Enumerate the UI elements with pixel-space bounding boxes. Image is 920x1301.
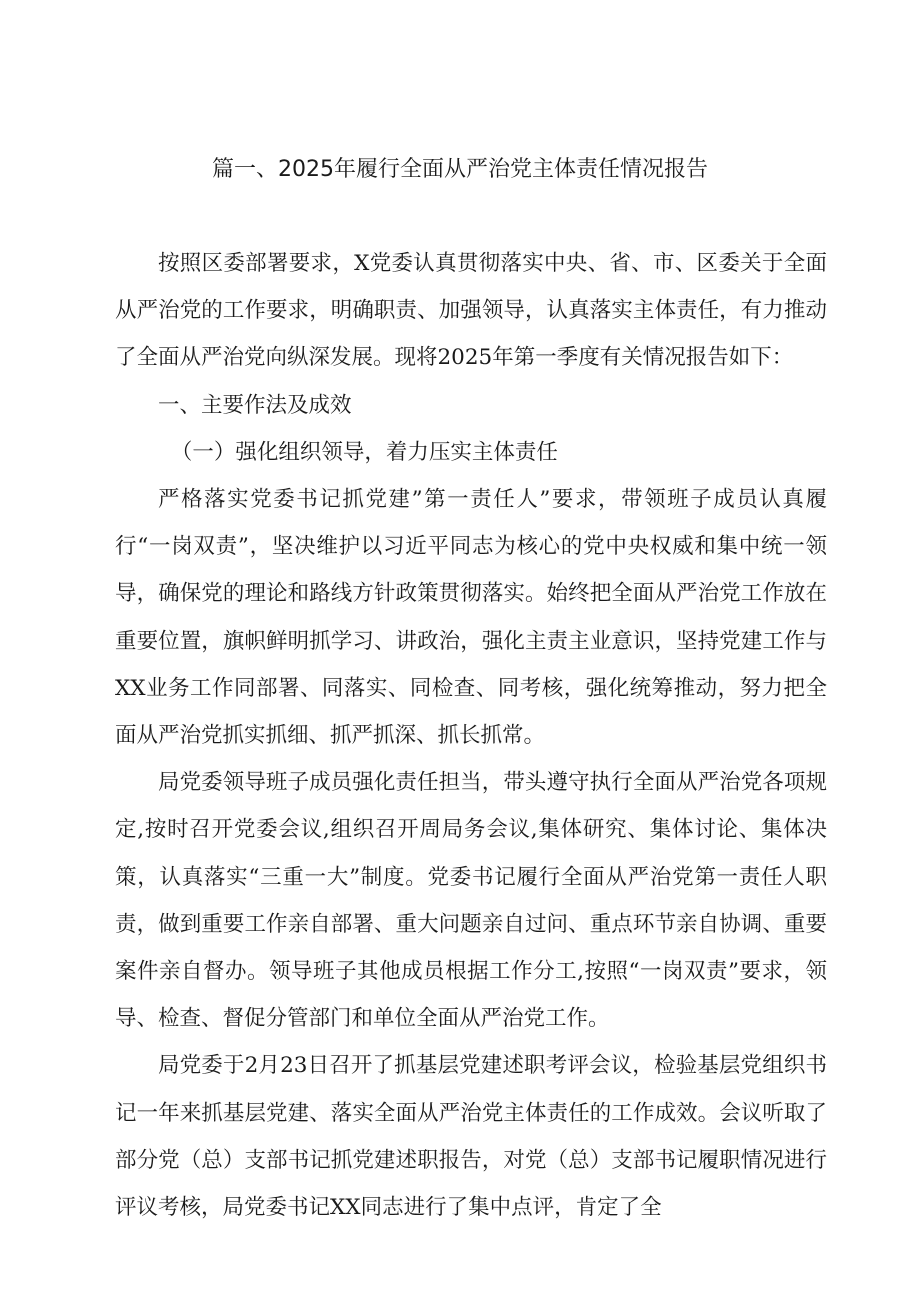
body-paragraph: 严格落实党委书记抓党建”第一责任人”要求，带领班子成员认真履行“一岗双责”，坚决维护以习近平同志为核心的党中央权威和集中统一领导，确保党的理论和路线方针政策贯彻落实。始终把全面从严治党工作放在重要位置，旗帜鲜明抓学习、讲政治，强化主责主业意识，坚持党建工作与XX业务工作同部署、同落实、同检查、同考核，强化统筹推动，努力把全面从严治党抓实抓细、抓严抓深、抓长抓常。 <box>115 487 827 749</box>
body-paragraph: 局党委领导班子成员强化责任担当，带头遵守执行全面从严治党各项规定,按时召开党委会议,组织召开周局务会议,集体研究、集体讨论、集体决策，认真落实“三重一大”制度。党委书记履行全面从严治党第一责任人职责，做到重要工作亲自部署、重大问题亲自过问、重点环节亲自协调、重要案件亲自督办。领导班子其他成员根据工作分工,按照“一岗双责”要求，领导、检查、督促分管部门和单位全面从严治党工作。 <box>115 770 827 1032</box>
body-paragraph: 局党委于2月23日召开了抓基层党建述职考评会议，检验基层党组织书记一年来抓基层党建、落实全面从严治党主体责任的工作成效。会议听取了部分党（总）支部书记抓党建述职报告，对党（总）支部书记履职情况进行评议考核，局党委书记XX同志进行了集中点评，肯定了全 <box>115 1053 827 1221</box>
document-body <box>115 240 827 1231</box>
document-title: 篇一、2025年履行全面从严治党主体责任情况报告 <box>212 157 708 182</box>
intro-paragraph: 按照区委部署要求，X党委认真贯彻落实中央、省、市、区委关于全面从严治党的工作要求，明确职责、加强领导，认真落实主体责任，有力推动了全面从严治党向纵深发展。现将2025年第一季度有关情况报告如下： <box>115 251 827 371</box>
section-heading: 一、主要作法及成效 <box>158 392 352 418</box>
subsection-heading: （一）强化组织领导，着力压实主体责任 <box>170 439 558 465</box>
